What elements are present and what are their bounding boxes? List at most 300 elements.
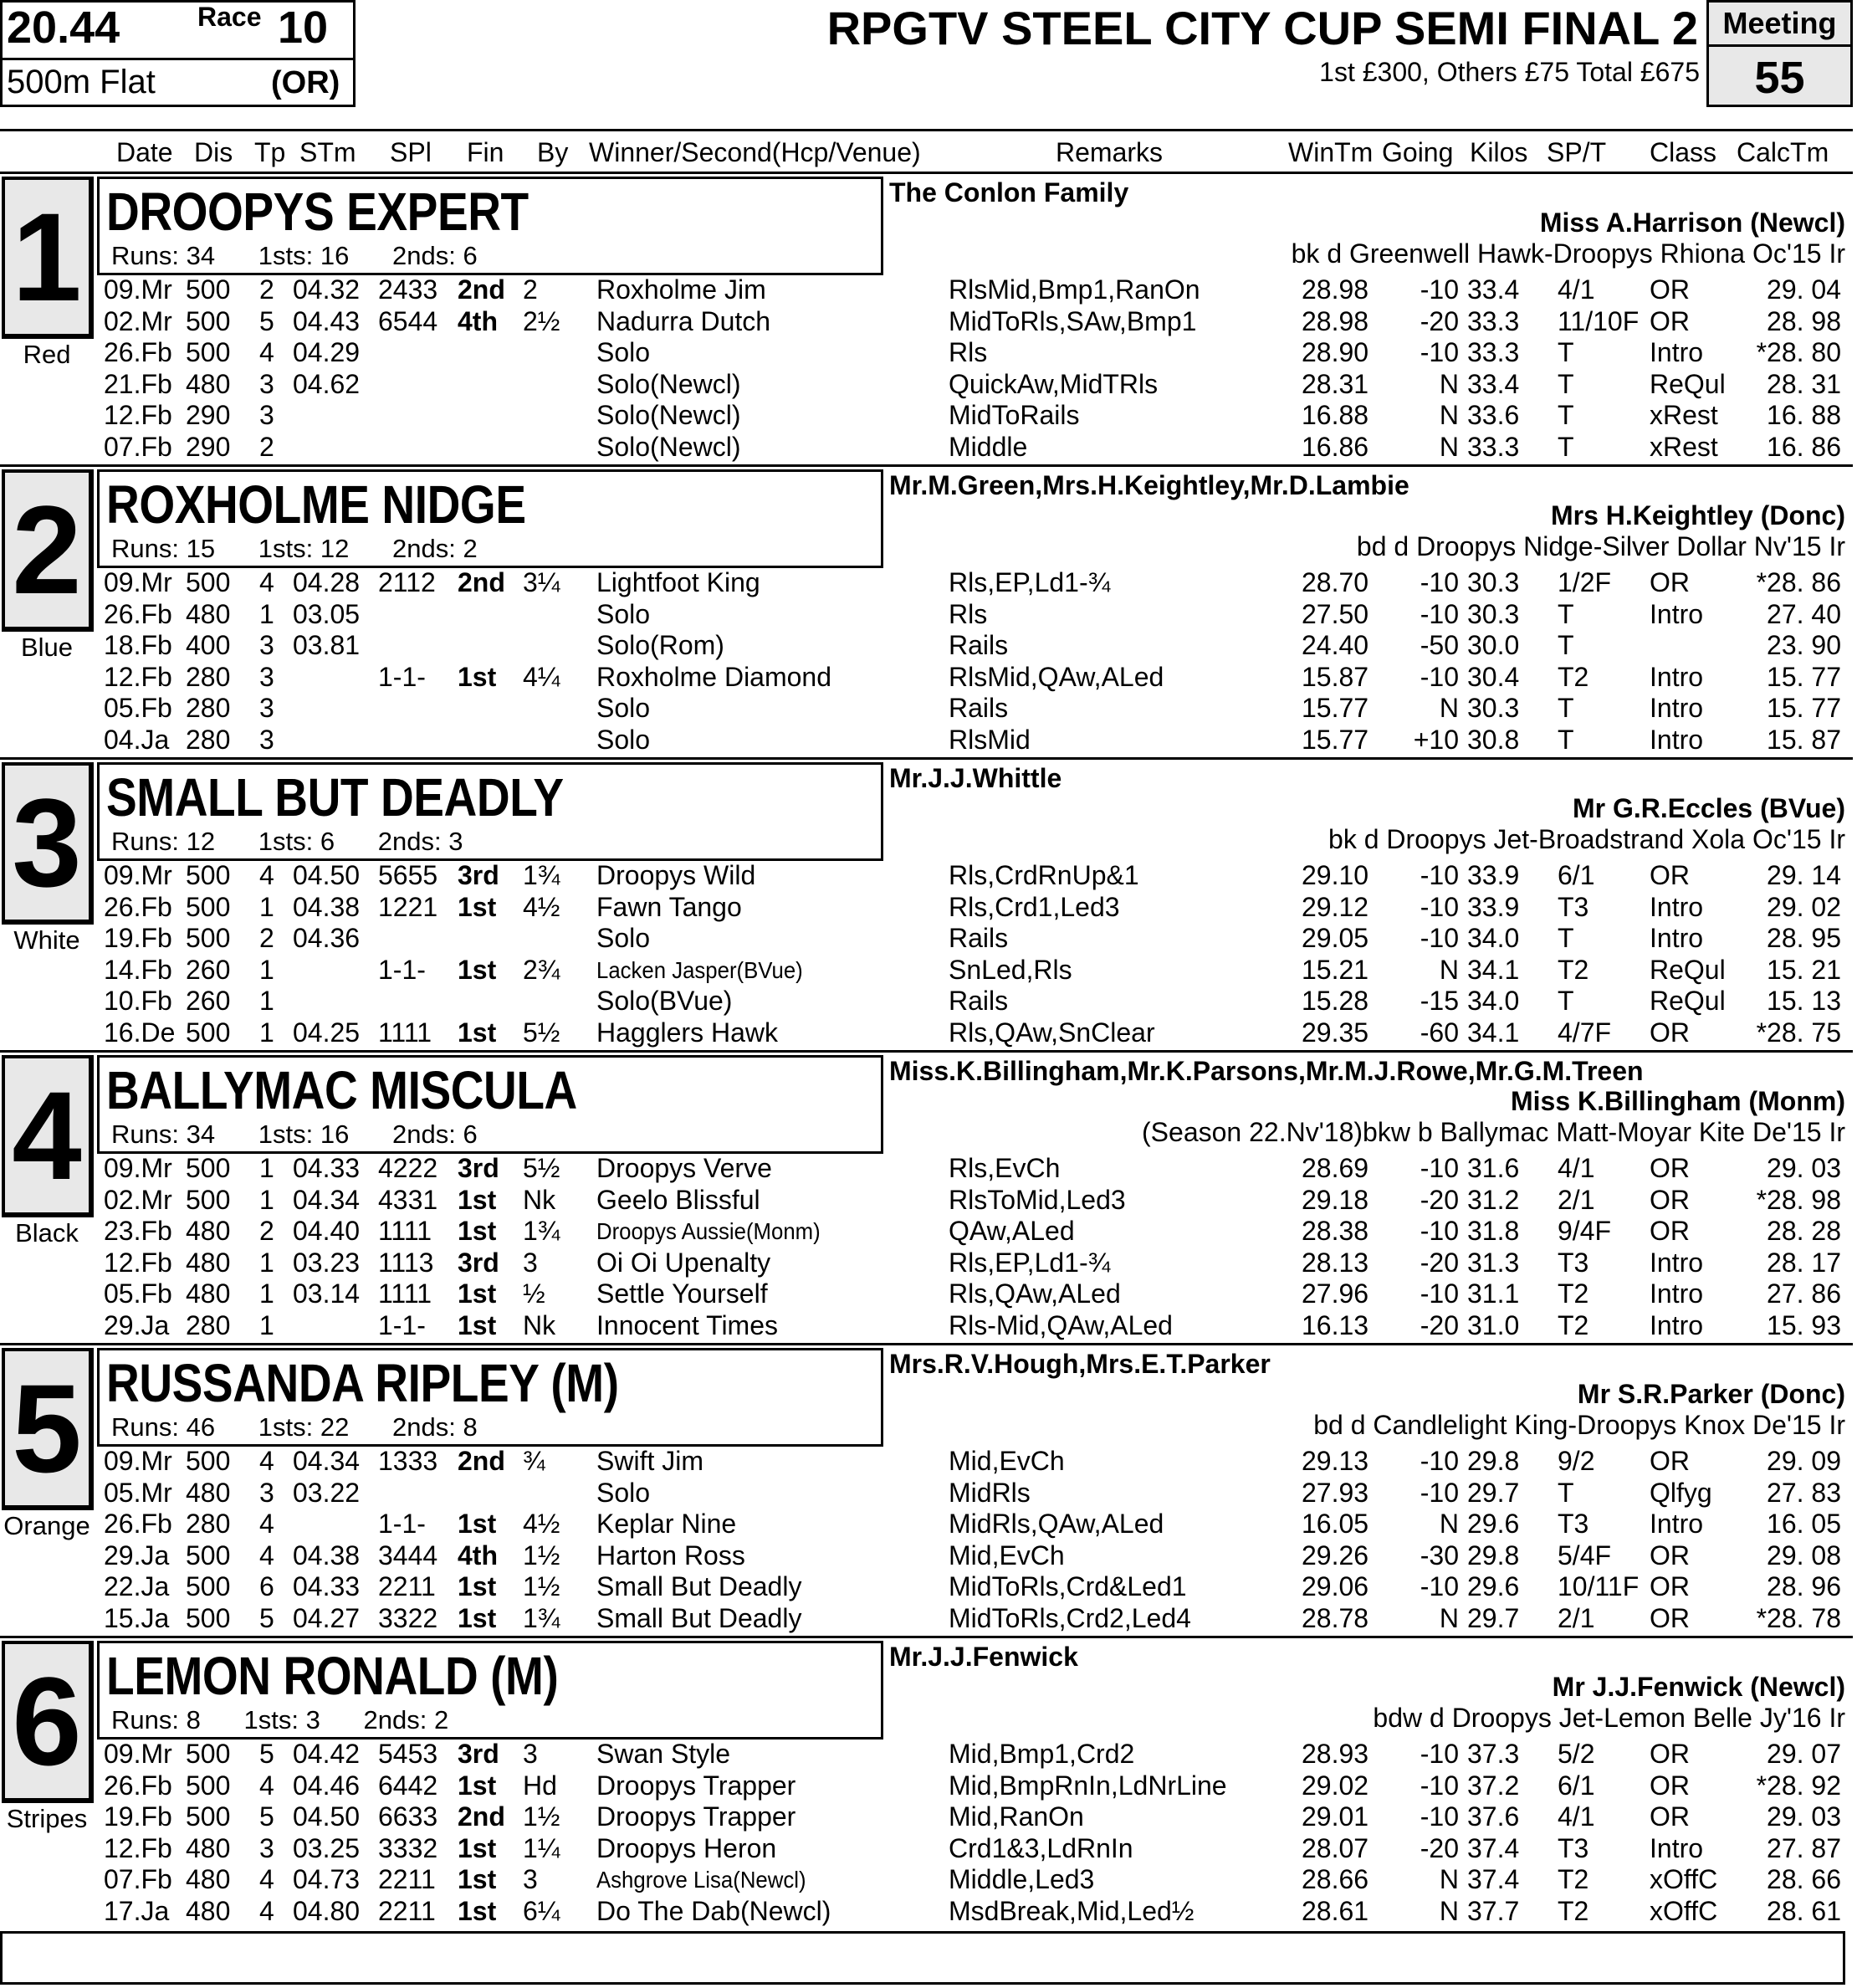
form-row <box>0 892 1857 923</box>
form-row <box>0 860 1857 891</box>
form-spl: 1221 <box>378 891 438 922</box>
form-fin: 3rd <box>458 1739 499 1769</box>
form-spl: 1333 <box>378 1446 438 1476</box>
form-rem: Mid,Bmp1,Crd2 <box>949 1739 1135 1769</box>
form-rem: Rls,QAw,ALed <box>949 1278 1121 1309</box>
form-tp: 4 <box>259 1509 274 1539</box>
form-date: 15.Ja <box>104 1602 170 1633</box>
form-by: 2¾ <box>523 954 560 985</box>
form-cls: ReQul <box>1650 986 1726 1016</box>
form-spl: 1111 <box>378 1017 432 1048</box>
form-going: -10 <box>1420 598 1459 629</box>
form-tp: 5 <box>259 305 274 336</box>
race-number: 10 <box>278 3 329 53</box>
form-fin: 1st <box>458 891 497 922</box>
form-dis: 500 <box>186 1184 231 1215</box>
form-kilos: 31.0 <box>1467 1309 1520 1340</box>
form-fin: 3rd <box>458 1247 499 1278</box>
form-sp: T3 <box>1558 891 1589 922</box>
form-calc: *28. 92 <box>1756 1770 1841 1801</box>
form-kilos: 37.6 <box>1467 1801 1520 1832</box>
form-stm: 03.14 <box>293 1278 361 1309</box>
form-wintm: 28.31 <box>1302 368 1369 399</box>
form-cls: OR <box>1650 567 1690 597</box>
form-row <box>0 306 1857 337</box>
form-rem: Rls,EP,Ld1-¾ <box>949 1247 1111 1278</box>
form-win: Roxholme Jim <box>596 274 766 305</box>
form-win: Fawn Tango <box>596 891 742 922</box>
form-row <box>0 1896 1857 1927</box>
form-dis: 500 <box>186 1540 231 1570</box>
form-tp: 3 <box>259 630 274 660</box>
form-kilos: 31.3 <box>1467 1247 1520 1278</box>
form-spl: 1111 <box>378 1216 432 1246</box>
form-rem: Mid,BmpRnIn,LdNrLine <box>949 1770 1227 1801</box>
form-cls: xRest <box>1650 431 1718 462</box>
form-fin: 1st <box>458 1216 497 1246</box>
form-calc: *28. 98 <box>1756 1184 1841 1215</box>
form-stm: 04.33 <box>293 1571 361 1601</box>
form-date: 17.Ja <box>104 1895 170 1926</box>
form-rem: Rails <box>949 693 1009 723</box>
form-win: Keplar Nine <box>596 1509 737 1539</box>
form-sp: 5/2 <box>1558 1739 1595 1769</box>
dog-name: DROOPYS EXPERT <box>106 182 529 242</box>
form-calc: 27. 40 <box>1767 598 1841 629</box>
form-by: 1¼ <box>523 1832 560 1863</box>
form-sp: T <box>1558 400 1574 430</box>
form-row <box>0 599 1857 630</box>
runner-block <box>0 1053 1857 1345</box>
form-win: Oi Oi Upenalty <box>596 1247 771 1278</box>
form-wintm: 28.98 <box>1302 274 1369 305</box>
form-tp: 1 <box>259 598 274 629</box>
form-sp: T3 <box>1558 1247 1589 1278</box>
form-dis: 480 <box>186 1247 231 1278</box>
form-date: 19.Fb <box>104 1801 172 1832</box>
form-calc: 16. 05 <box>1767 1509 1841 1539</box>
runner-block <box>0 174 1857 467</box>
form-wintm: 29.12 <box>1302 891 1369 922</box>
form-calc: 29. 03 <box>1767 1153 1841 1183</box>
form-cls: Intro <box>1650 1247 1704 1278</box>
form-tp: 2 <box>259 274 274 305</box>
form-tp: 1 <box>259 1247 274 1278</box>
form-tp: 3 <box>259 400 274 430</box>
form-fin: 3rd <box>458 860 499 890</box>
form-sp: 10/11F <box>1558 1571 1640 1601</box>
form-date: 12.Fb <box>104 1247 172 1278</box>
form-win: Innocent Times <box>596 1309 778 1340</box>
form-cls: ReQul <box>1650 368 1726 399</box>
form-cls: Intro <box>1650 923 1704 953</box>
form-kilos: 37.7 <box>1467 1895 1520 1926</box>
form-row <box>0 1603 1857 1634</box>
form-spl: 1-1- <box>378 661 426 692</box>
form-calc: 29. 02 <box>1767 891 1841 922</box>
dog-name: LEMON RONALD (M) <box>106 1646 559 1706</box>
form-calc: 28. 96 <box>1767 1571 1841 1601</box>
form-row <box>0 662 1857 693</box>
form-wintm: 29.01 <box>1302 1801 1369 1832</box>
owner: Mr.J.J.Fenwick <box>889 1642 1078 1672</box>
form-going: -30 <box>1420 1540 1459 1570</box>
form-dis: 290 <box>186 400 231 430</box>
trap-number: 4 <box>12 1065 82 1206</box>
form-rem: Mid,EvCh <box>949 1446 1065 1476</box>
form-cls: OR <box>1650 305 1690 336</box>
form-cls: Intro <box>1650 724 1704 755</box>
form-rem: RlsMid,Bmp1,RanOn <box>949 274 1200 305</box>
form-sp: 5/4F <box>1558 1540 1612 1570</box>
form-calc: 29. 04 <box>1767 274 1841 305</box>
col-going: Going <box>1382 137 1454 167</box>
form-date: 10.Fb <box>104 986 172 1016</box>
form-sp: T3 <box>1558 1832 1589 1863</box>
form-sp: 2/1 <box>1558 1184 1595 1215</box>
form-wintm: 29.26 <box>1302 1540 1369 1570</box>
form-rem: RlsToMid,Led3 <box>949 1184 1126 1215</box>
form-cls: OR <box>1650 1153 1690 1183</box>
form-sp: T <box>1558 923 1574 953</box>
form-calc: 27. 86 <box>1767 1278 1841 1309</box>
form-going: N <box>1439 693 1459 723</box>
form-going: -20 <box>1420 1309 1459 1340</box>
form-going: -10 <box>1420 891 1459 922</box>
dog-name-box <box>97 762 883 861</box>
form-by: 4¼ <box>523 661 560 692</box>
form-wintm: 29.35 <box>1302 1017 1369 1048</box>
form-sp: 9/2 <box>1558 1446 1595 1476</box>
form-cls: OR <box>1650 1446 1690 1476</box>
form-stm: 04.43 <box>293 305 361 336</box>
form-calc: 28. 98 <box>1767 305 1841 336</box>
form-tp: 2 <box>259 1216 274 1246</box>
form-wintm: 28.93 <box>1302 1739 1369 1769</box>
form-rem: MidToRls,Crd2,Led4 <box>949 1602 1191 1633</box>
form-date: 18.Fb <box>104 630 172 660</box>
form-date: 21.Fb <box>104 368 172 399</box>
form-kilos: 33.9 <box>1467 891 1520 922</box>
form-row <box>0 274 1857 305</box>
form-fin: 1st <box>458 1309 497 1340</box>
form-wintm: 29.05 <box>1302 923 1369 953</box>
form-spl: 2112 <box>378 567 436 597</box>
form-win: Solo(BVue) <box>596 986 733 1016</box>
form-tp: 3 <box>259 1832 274 1863</box>
form-wintm: 28.69 <box>1302 1153 1369 1183</box>
form-row <box>0 400 1857 431</box>
form-going: -60 <box>1420 1017 1459 1048</box>
form-going: -10 <box>1420 923 1459 953</box>
form-cls: OR <box>1650 274 1690 305</box>
form-row <box>0 725 1857 756</box>
form-calc: 29. 07 <box>1767 1739 1841 1769</box>
form-row <box>0 1446 1857 1477</box>
dog-name: RUSSANDA RIPLEY (M) <box>106 1353 619 1413</box>
trap-number: 2 <box>12 479 82 620</box>
form-stm: 04.50 <box>293 1801 361 1832</box>
form-row <box>0 1509 1857 1540</box>
form-row <box>0 1770 1857 1801</box>
form-calc: 28. 66 <box>1767 1864 1841 1894</box>
form-stm: 03.25 <box>293 1832 361 1863</box>
form-sp: 9/4F <box>1558 1216 1612 1246</box>
breeding: bk d Droopys Jet-Broadstrand Xola Oc'15 Ir <box>1328 824 1845 854</box>
form-win: Solo(Rom) <box>596 630 724 660</box>
form-stm: 04.62 <box>293 368 361 399</box>
form-stm: 03.05 <box>293 598 361 629</box>
form-sp: T <box>1558 598 1574 629</box>
form-fin: 1st <box>458 1184 497 1215</box>
form-by: 3 <box>523 1247 538 1278</box>
form-wintm: 16.05 <box>1302 1509 1369 1539</box>
form-cls: xOffC <box>1650 1895 1718 1926</box>
form-going: -10 <box>1420 1446 1459 1476</box>
form-going: -10 <box>1420 337 1459 367</box>
trainer: Mrs H.Keightley (Donc) <box>1550 500 1845 530</box>
form-by: ¾ <box>523 1446 545 1476</box>
form-dis: 260 <box>186 954 231 985</box>
dog-stats: Runs: 15 1sts: 12 2nds: 2 <box>111 534 478 563</box>
dog-name-box <box>97 1348 883 1447</box>
form-dis: 500 <box>186 567 231 597</box>
form-by: 5½ <box>523 1017 560 1048</box>
form-date: 16.De <box>104 1017 176 1048</box>
form-going: -10 <box>1420 1477 1459 1508</box>
form-sp: T <box>1558 1477 1574 1508</box>
form-win: Ashgrove Lisa(Newcl) <box>596 1867 806 1893</box>
form-fin: 1st <box>458 1864 497 1894</box>
dog-name: ROXHOLME NIDGE <box>106 474 526 535</box>
meeting-label: Meeting <box>1722 6 1837 40</box>
form-wintm: 29.02 <box>1302 1770 1369 1801</box>
form-fin: 4th <box>458 1540 498 1570</box>
runner-separator <box>0 172 1853 174</box>
form-wintm: 28.66 <box>1302 1864 1369 1894</box>
form-kilos: 34.1 <box>1467 1017 1520 1048</box>
form-going: -50 <box>1420 630 1459 660</box>
form-date: 09.Mr <box>104 1446 172 1476</box>
form-win: Settle Yourself <box>596 1278 768 1309</box>
form-dis: 290 <box>186 431 231 462</box>
form-win: Swift Jim <box>596 1446 703 1476</box>
form-tp: 1 <box>259 1278 274 1309</box>
form-fin: 1st <box>458 1895 497 1926</box>
dog-name-box <box>97 469 883 568</box>
form-by: 1½ <box>523 1540 560 1570</box>
form-win: Roxholme Diamond <box>596 661 832 692</box>
form-fin: 1st <box>458 1278 497 1309</box>
form-date: 12.Fb <box>104 1832 172 1863</box>
form-dis: 480 <box>186 1216 231 1246</box>
form-wintm: 28.13 <box>1302 1247 1369 1278</box>
col-winner: Winner/Second(Hcp/Venue) <box>589 137 921 167</box>
form-rem: QuickAw,MidTRls <box>949 368 1159 399</box>
form-kilos: 29.6 <box>1467 1571 1520 1601</box>
form-row <box>0 1540 1857 1571</box>
trap-colour: Red <box>23 340 71 369</box>
form-by: 6¼ <box>523 1895 560 1926</box>
form-by: Nk <box>523 1309 556 1340</box>
form-calc: 29. 08 <box>1767 1540 1841 1570</box>
runner-block <box>0 1345 1857 1638</box>
form-kilos: 37.3 <box>1467 1739 1520 1769</box>
form-spl: 6442 <box>378 1770 438 1801</box>
form-wintm: 15.28 <box>1302 986 1369 1016</box>
form-date: 09.Mr <box>104 1153 172 1183</box>
form-sp: T2 <box>1558 1864 1589 1894</box>
form-kilos: 33.4 <box>1467 368 1520 399</box>
form-fin: 1st <box>458 1571 497 1601</box>
form-stm: 04.34 <box>293 1446 361 1476</box>
form-cls: OR <box>1650 1602 1690 1633</box>
form-sp: T3 <box>1558 1509 1589 1539</box>
form-kilos: 31.1 <box>1467 1278 1520 1309</box>
form-sp: T2 <box>1558 1278 1589 1309</box>
form-fin: 1st <box>458 1017 497 1048</box>
form-date: 09.Mr <box>104 1739 172 1769</box>
form-wintm: 28.61 <box>1302 1895 1369 1926</box>
runner-separator <box>0 757 1853 760</box>
form-stm: 04.80 <box>293 1895 361 1926</box>
form-stm: 04.32 <box>293 274 361 305</box>
form-row <box>0 1310 1857 1341</box>
form-wintm: 29.10 <box>1302 860 1369 890</box>
form-row <box>0 1739 1857 1770</box>
form-dis: 500 <box>186 337 231 367</box>
form-cls: Intro <box>1650 337 1704 367</box>
trap-number: 5 <box>12 1358 82 1499</box>
form-stm: 04.73 <box>293 1864 361 1894</box>
form-tp: 4 <box>259 1540 274 1570</box>
owner: Miss.K.Billingham,Mr.K.Parsons,Mr.M.J.Rowe,Mr.G.M.Treen <box>889 1056 1644 1086</box>
form-going: -10 <box>1420 1216 1459 1246</box>
form-going: N <box>1439 1895 1459 1926</box>
form-rem: Mid,EvCh <box>949 1540 1065 1570</box>
form-calc: 15. 13 <box>1767 986 1841 1016</box>
form-kilos: 30.3 <box>1467 693 1520 723</box>
form-tp: 1 <box>259 1309 274 1340</box>
form-by: 1¾ <box>523 860 560 890</box>
form-sp: T2 <box>1558 954 1589 985</box>
form-going: +10 <box>1413 724 1459 755</box>
form-rem: MidRls,QAw,ALed <box>949 1509 1164 1539</box>
col-spl: SPl <box>390 137 432 167</box>
owner: The Conlon Family <box>889 177 1129 208</box>
form-fin: 2nd <box>458 274 505 305</box>
form-dis: 500 <box>186 274 231 305</box>
form-spl: 2211 <box>378 1864 436 1894</box>
form-stm: 04.42 <box>293 1739 361 1769</box>
form-calc: 28. 17 <box>1767 1247 1841 1278</box>
form-going: -10 <box>1420 661 1459 692</box>
col-kilos: Kilos <box>1470 137 1528 167</box>
form-going: -10 <box>1420 274 1459 305</box>
form-cls: OR <box>1650 1571 1690 1601</box>
form-kilos: 29.7 <box>1467 1477 1520 1508</box>
form-by: 4½ <box>523 1509 560 1539</box>
form-calc: 29. 14 <box>1767 860 1841 890</box>
form-sp: T2 <box>1558 661 1589 692</box>
form-calc: 23. 90 <box>1767 630 1841 660</box>
form-dis: 500 <box>186 923 231 953</box>
form-row <box>0 1833 1857 1864</box>
form-calc: 15. 21 <box>1767 954 1841 985</box>
form-kilos: 30.0 <box>1467 630 1520 660</box>
col-dis: Dis <box>194 137 233 167</box>
form-cls: OR <box>1650 1216 1690 1246</box>
form-rem: Rls,Crd1,Led3 <box>949 891 1120 922</box>
dog-name: BALLYMAC MISCULA <box>106 1060 577 1120</box>
form-wintm: 15.77 <box>1302 693 1369 723</box>
form-dis: 480 <box>186 368 231 399</box>
form-dis: 280 <box>186 1509 231 1539</box>
form-stm: 04.27 <box>293 1602 361 1633</box>
form-spl: 2433 <box>378 274 438 305</box>
form-spl: 6633 <box>378 1801 438 1832</box>
form-going: -10 <box>1420 1739 1459 1769</box>
form-going: -20 <box>1420 1832 1459 1863</box>
trap-colour: Stripes <box>6 1804 88 1833</box>
form-rem: RlsMid,QAw,ALed <box>949 661 1164 692</box>
form-dis: 480 <box>186 1864 231 1894</box>
race-title: RPGTV STEEL CITY CUP SEMI FINAL 2 <box>826 2 1698 54</box>
form-wintm: 28.38 <box>1302 1216 1369 1246</box>
form-stm: 03.22 <box>293 1477 361 1508</box>
form-calc: 16. 88 <box>1767 400 1841 430</box>
form-date: 12.Fb <box>104 661 172 692</box>
form-tp: 1 <box>259 891 274 922</box>
form-wintm: 29.18 <box>1302 1184 1369 1215</box>
trap-number: 6 <box>12 1651 82 1791</box>
form-calc: 27. 83 <box>1767 1477 1841 1508</box>
form-wintm: 16.86 <box>1302 431 1369 462</box>
form-cls: OR <box>1650 860 1690 890</box>
form-calc: 15. 77 <box>1767 693 1841 723</box>
form-tp: 2 <box>259 923 274 953</box>
form-rem: Rails <box>949 986 1009 1016</box>
runner-separator <box>0 1636 1853 1638</box>
race-prizes: 1st £300, Others £75 Total £675 <box>1319 57 1700 87</box>
form-calc: *28. 75 <box>1756 1017 1841 1048</box>
race-distance: 500m Flat <box>7 64 156 100</box>
form-rem: Crd1&3,LdRnIn <box>949 1832 1133 1863</box>
col-stm: STm <box>299 137 356 167</box>
form-win: Solo(Newcl) <box>596 368 741 399</box>
form-going: -10 <box>1420 1571 1459 1601</box>
form-sp: 6/1 <box>1558 860 1595 890</box>
trainer: Miss A.Harrison (Newcl) <box>1539 208 1845 238</box>
form-going: N <box>1439 1509 1459 1539</box>
form-rem: Rls,QAw,SnClear <box>949 1017 1155 1048</box>
form-date: 19.Fb <box>104 923 172 953</box>
form-stm: 04.40 <box>293 1216 361 1246</box>
form-win: Solo <box>596 598 651 629</box>
form-cls: Intro <box>1650 1832 1704 1863</box>
form-rem: MsdBreak,Mid,Led½ <box>949 1895 1195 1926</box>
form-date: 26.Fb <box>104 1509 172 1539</box>
form-stm: 04.25 <box>293 1017 361 1048</box>
form-stm: 04.38 <box>293 891 361 922</box>
form-dis: 500 <box>186 1602 231 1633</box>
form-kilos: 34.0 <box>1467 923 1520 953</box>
form-row <box>0 693 1857 724</box>
dog-stats: Runs: 8 1sts: 3 2nds: 2 <box>111 1705 449 1734</box>
form-by: 1¾ <box>523 1216 560 1246</box>
form-kilos: 33.4 <box>1467 274 1520 305</box>
form-tp: 1 <box>259 954 274 985</box>
